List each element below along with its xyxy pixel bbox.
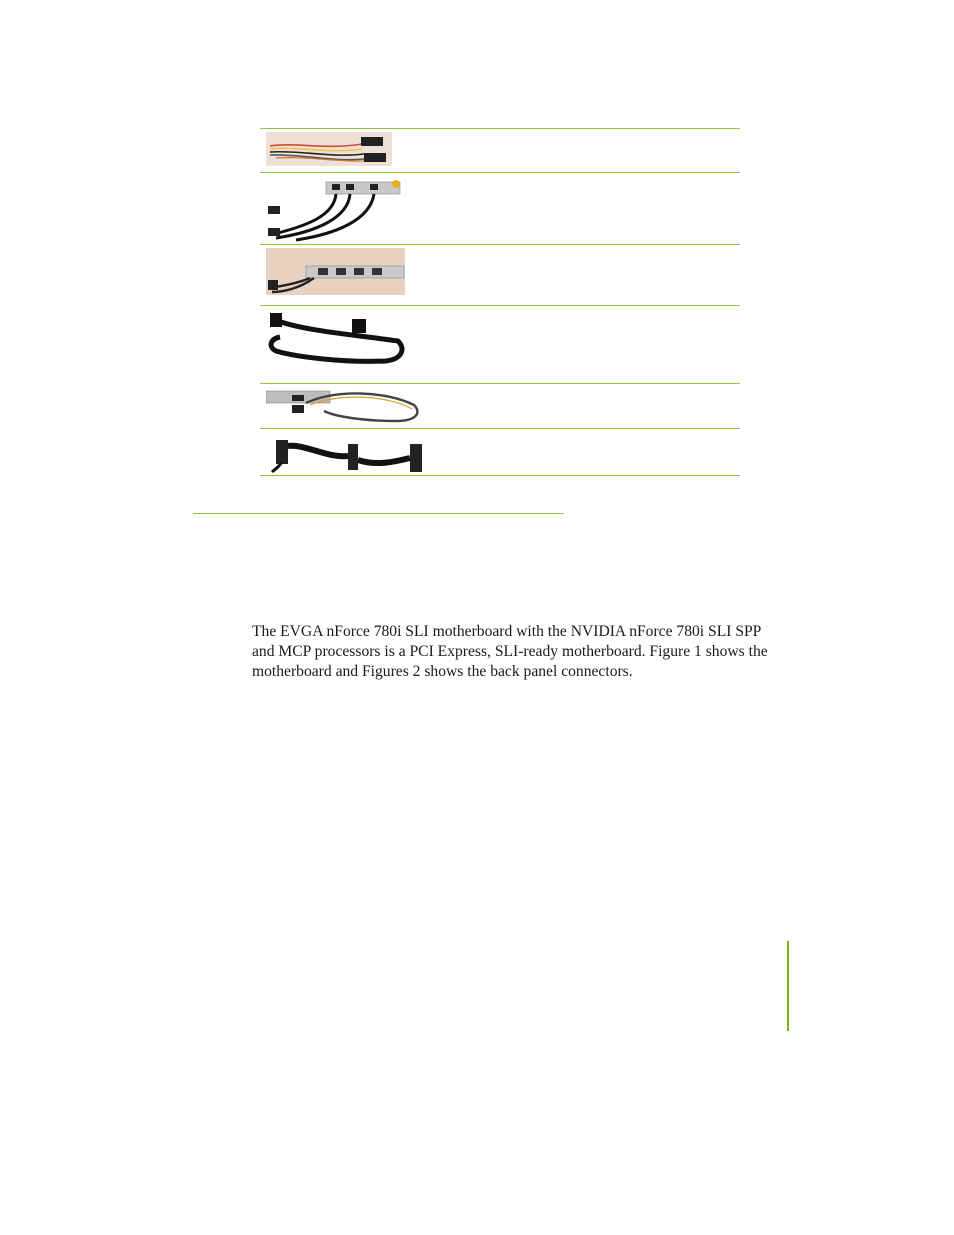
usb-ieee1394-bracket-image — [266, 248, 405, 295]
table-row — [260, 305, 740, 383]
overview-paragraph: The EVGA nForce 780i SLI motherboard with the NVIDIA nForce 780i SLI SPP and MCP processors is a PCI Express, SLI-ready motherboard. Figure 1 shows the motherboard and Figures 2 shows the back panel connectors. — [252, 622, 768, 680]
table-row — [260, 244, 740, 305]
serial-port-bracket-image — [266, 387, 422, 427]
floppy-ribbon-cable-image — [266, 432, 426, 476]
sata-power-cable-image — [266, 132, 392, 166]
table-row — [260, 383, 740, 428]
cable-kit-table — [260, 128, 740, 476]
usb-bracket-cable-image — [266, 176, 406, 242]
page-margin-marker — [787, 941, 789, 1031]
table-row — [260, 128, 740, 172]
table-row — [260, 428, 740, 476]
section-divider — [193, 513, 564, 514]
sata-signal-cable-image — [266, 309, 406, 379]
table-row — [260, 172, 740, 244]
